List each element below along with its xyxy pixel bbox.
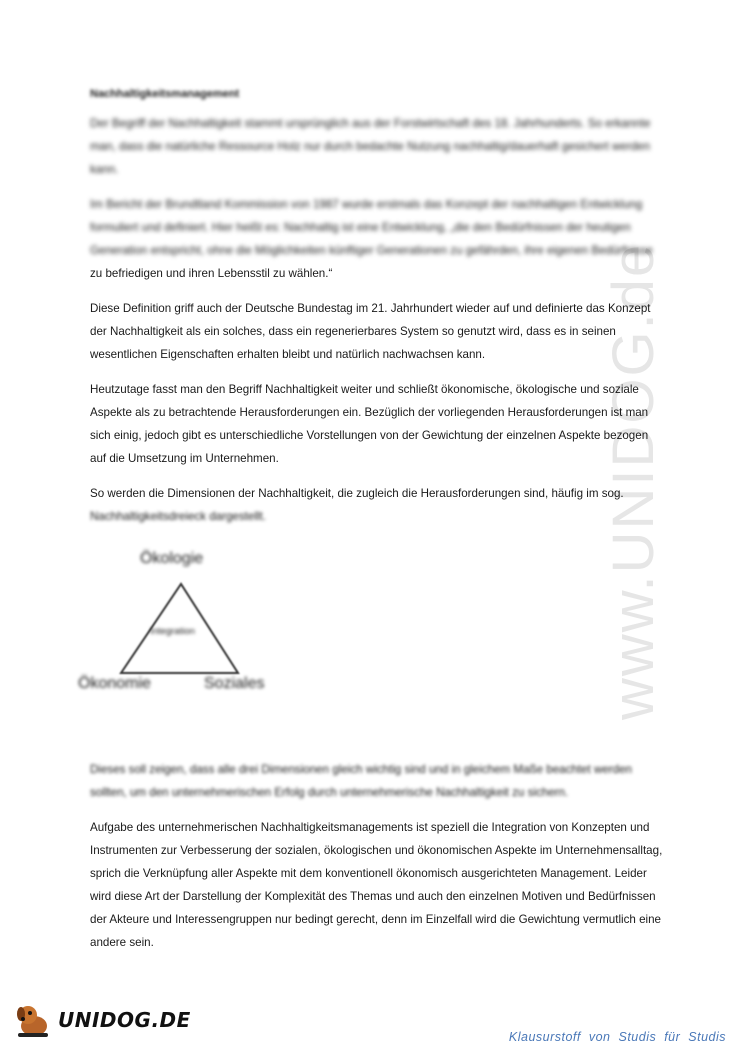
paragraph-2-clear: zu befriedigen und ihren Lebensstil zu wählen.“ bbox=[90, 267, 333, 280]
footer-logo[interactable] bbox=[12, 1000, 191, 1040]
diagram-label-economy: Ökonomie bbox=[78, 675, 151, 692]
paragraph-2-blurred: Im Bericht der Brundtland Kommission von 1987 wurde erstmals das Konzept der nachhaltigen Entwicklung formuliert und definiert. Hier heißt es: Nachhaltig ist eine Entwicklung, „die den Bedürfnissen der heutigen Generation entspricht, ohne die Möglichkeiten künftiger Generationen zu gefährden, ihre eigenen Bedürfnisse bbox=[90, 198, 653, 257]
dog-mascot-icon bbox=[12, 1000, 56, 1040]
paragraph-3: Diese Definition griff auch der Deutsche Bundestag im 21. Jahrhundert wieder auf und definierte das Konzept der Nachhaltigkeit als ein solches, dass ein regenerierbares System so genutzt wird, dass es in seinen wesentlichen Eigenschaften erhalten bleibt und natürlich nachwachsen kann. bbox=[90, 302, 651, 361]
paragraph-1: Der Begriff der Nachhaltigkeit stammt ursprünglich aus der Forstwirtschaft des 18. Jahrhunderts. So erkannte man, dass die natürliche Ressource Holz nur durch bedachte Nutzung nachhaltig/dauerhaft gesichert werden kann. bbox=[90, 117, 651, 176]
paragraph-5-clear: So werden die Dimensionen der Nachhaltigkeit, die zugleich die Herausforderungen sind, häufig im sog. bbox=[90, 487, 624, 500]
paragraph-5 bbox=[90, 482, 665, 528]
footer-brand: UNIDOG.DE bbox=[58, 1008, 191, 1032]
diagram-label-integration: Integration bbox=[150, 626, 195, 637]
sustainability-triangle-diagram bbox=[78, 540, 338, 710]
paragraph-5-blurred: Nachhaltigkeitsdreieck dargestellt. bbox=[90, 510, 266, 523]
document-body bbox=[78, 88, 665, 966]
watermark-text: www.UNIDOG.de bbox=[601, 242, 666, 720]
paragraph-4: Heutzutage fasst man den Begriff Nachhaltigkeit weiter und schließt ökonomische, ökologische und soziale Aspekte als zu betrachtende Herausforderungen ein. Bezüglich der vorliegenden Herausforderungen ist man sich einig, jedoch gibt es unterschiedliche Vorstellungen von der Gewichtung der einzelnen Aspekte bezogen auf die Umsetzung im Unternehmen. bbox=[90, 383, 649, 465]
paragraph-7: Aufgabe des unternehmerischen Nachhaltigkeitsmanagements ist speziell die Integration von Konzepten und Instrumenten zur Verbesserung der sozialen, ökologischen und ökonomischen Aspekte im Unternehmensalltag, sprich die Verknüpfung aller Aspekte mit dem konventionell ökonomisch ausgerichteten Management. Leider wird diese Art der Darstellung der Komplexität des Themas und auch den einzelnen Motiven und Bedürfnissen der Akteure und Interessengruppen nur bedingt gerecht, denn im Einzelfall wird die Gewichtung vermutlich eine andere sein. bbox=[90, 821, 663, 949]
diagram-label-social: Soziales bbox=[204, 675, 265, 692]
document-heading: Nachhaltigkeitsmanagement bbox=[90, 88, 240, 100]
paragraph-6: Dieses soll zeigen, dass alle drei Dimensionen gleich wichtig sind und in gleichem Maße beachtet werden sollten, um den unternehmerischen Erfolg durch unternehmerische Nachhaltigkeit zu sichern. bbox=[90, 763, 632, 799]
paragraph-2 bbox=[90, 193, 665, 285]
diagram-label-ecology: Ökologie bbox=[140, 550, 204, 567]
footer-tagline: Klausurstoff von Studis für Studis bbox=[508, 1030, 726, 1044]
